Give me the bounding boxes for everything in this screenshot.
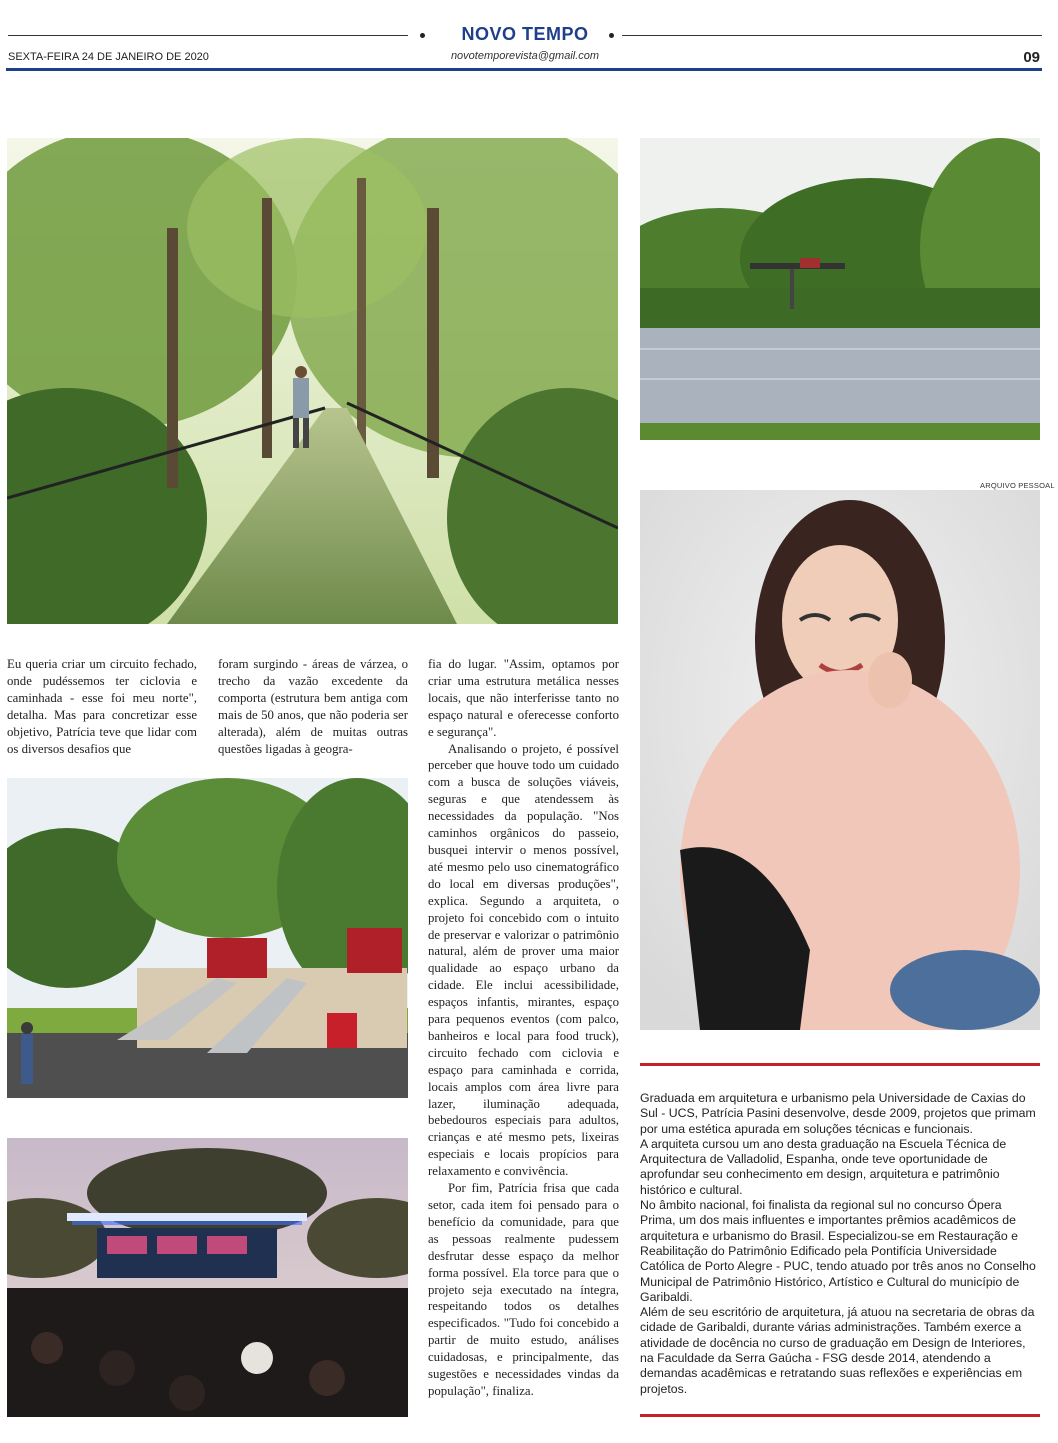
architect-portrait-photo [640,490,1040,1030]
walkway-rendering-photo [7,138,618,624]
architect-bio [640,1091,1040,1397]
photo-credit: ARQUIVO PESSOAL [980,481,1055,490]
bio-paragraph: A arquiteta cursou um ano desta graduação na Escuela Técnica de Arquitectura de Valladolid, Espanha, onde teve oportunidade de aprofundar seu conhecimento em design, arquitetura e patrimônio histórico e cultural. [640,1136,1007,1197]
article-column-2 [218,656,408,757]
article-paragraph: Por fim, Patrícia frisa que cada setor, cada item foi pensado para o benefício da comunidade, para que as pessoas realmente pudessem desfrutar desse espaço da melhor forma possível. Ela torce para que o projeto seja executado na íntegra, respeitando todos os detalhes especificados. "Tudo foi concebido a partir de muito estudo, análises cuidadosas, e principalmente, das sugestões e necessidades vindas da população", finaliza. [428,1181,619,1398]
playground-rendering-photo [7,778,408,1098]
article-column-3 [428,656,619,1400]
article-paragraph: Eu queria criar um circuito fechado, onde pudéssemos ter ciclovia e caminhada - esse foi meu norte", detalha. Mas para concretizar esse objetivo, Patrícia teve que lidar com os diversos desafios que [7,657,197,756]
article-paragraph: Analisando o projeto, é possível perceber que houve todo um cuidado com a busca de soluções viáveis, seguras e que atendessem às necessidades da população. "Nos caminhos orgânicos do passeio, busquei intervir o menos possível, até mesmo pelo uso cinematográfico do local em diversas produções", explica. Segundo a arquiteta, o projeto foi concebido com o intuito de preservar e valorizar o patrimônio natural, além de prover uma maior qualidade ao espaço urbano da cidade. Ele inclui acessibilidade, espaços infantis, mirantes, espaço para pequenos eventos (com palco, banheiros e local para food truck), circuito fechado com ciclovia e espaço para caminhada e corrida, locais amplos com área livre para lazer, iluminação adequada, bebedouros especiais para adultos, crianças e até mesmo pets, lixeiras especiais e locais propícios para relaxamento e convivência. [428,741,619,1179]
bio-bottom-rule [640,1414,1040,1417]
masthead-rule [6,68,1042,71]
contact-email: novotemporevista@gmail.com [450,50,600,62]
issue-date: SEXTA-FEIRA 24 DE JANEIRO DE 2020 [8,51,209,63]
masthead-line-right [622,35,1042,36]
article-paragraph: foram surgindo - áreas de várzea, o trecho da vazão excedente da comporta (estrutura bem antiga com mais de 50 anos, que não poderia ser alterada), além de muitas outras questões ligadas à geogra- [218,657,408,756]
bio-paragraph: Além de seu escritório de arquitetura, já atuou na secretaria de obras da cidade de Garibaldi, durante várias administrações. Também exerce a atividade de docência no curso de graduação em Design de Interiores, na Faculdade da Serra Gaúcha - FSG desde 2014, atendendo a demandas acadêmicas e retratando suas reflexões e experiências em projetos. [640,1305,1035,1396]
lake-bridge-photo [640,138,1040,440]
article-paragraph: fia do lugar. "Assim, optamos por criar uma estrutura metálica nesses locais, que não interferisse tanto no espaço natural e oferecesse conforto e segurança". [428,657,619,739]
page-number: 09 [1023,49,1040,66]
masthead-dot-right [609,33,614,38]
bio-paragraph: Graduada em arquitetura e urbanismo pela Universidade de Caxias do Sul - UCS, Patrícia Pasini desenvolve, desde 2009, projetos que primam por uma estética apurada em soluções técnicas e funcionais. [640,1091,1036,1136]
masthead-line-left [8,35,408,36]
newspaper-title: NOVO TEMPO [461,24,589,44]
article-column-1 [7,656,197,757]
event-stage-photo [7,1138,408,1417]
bio-paragraph: No âmbito nacional, foi finalista da regional sul no concurso Ópera Prima, um dos mais influentes e importantes prêmios acadêmicos de arquitetura e urbanismo do Brasil. Especializou-se em Restauração e Reabilitação do Patrimônio Edificado pela Pontifícia Universidade Católica de Porto Alegre - PUC, tendo atuado por três anos no Conselho Municipal de Patrimônio Histórico, Artístico e Cultural do município de Garibaldi. [640,1198,1036,1304]
bio-top-rule [640,1063,1040,1066]
